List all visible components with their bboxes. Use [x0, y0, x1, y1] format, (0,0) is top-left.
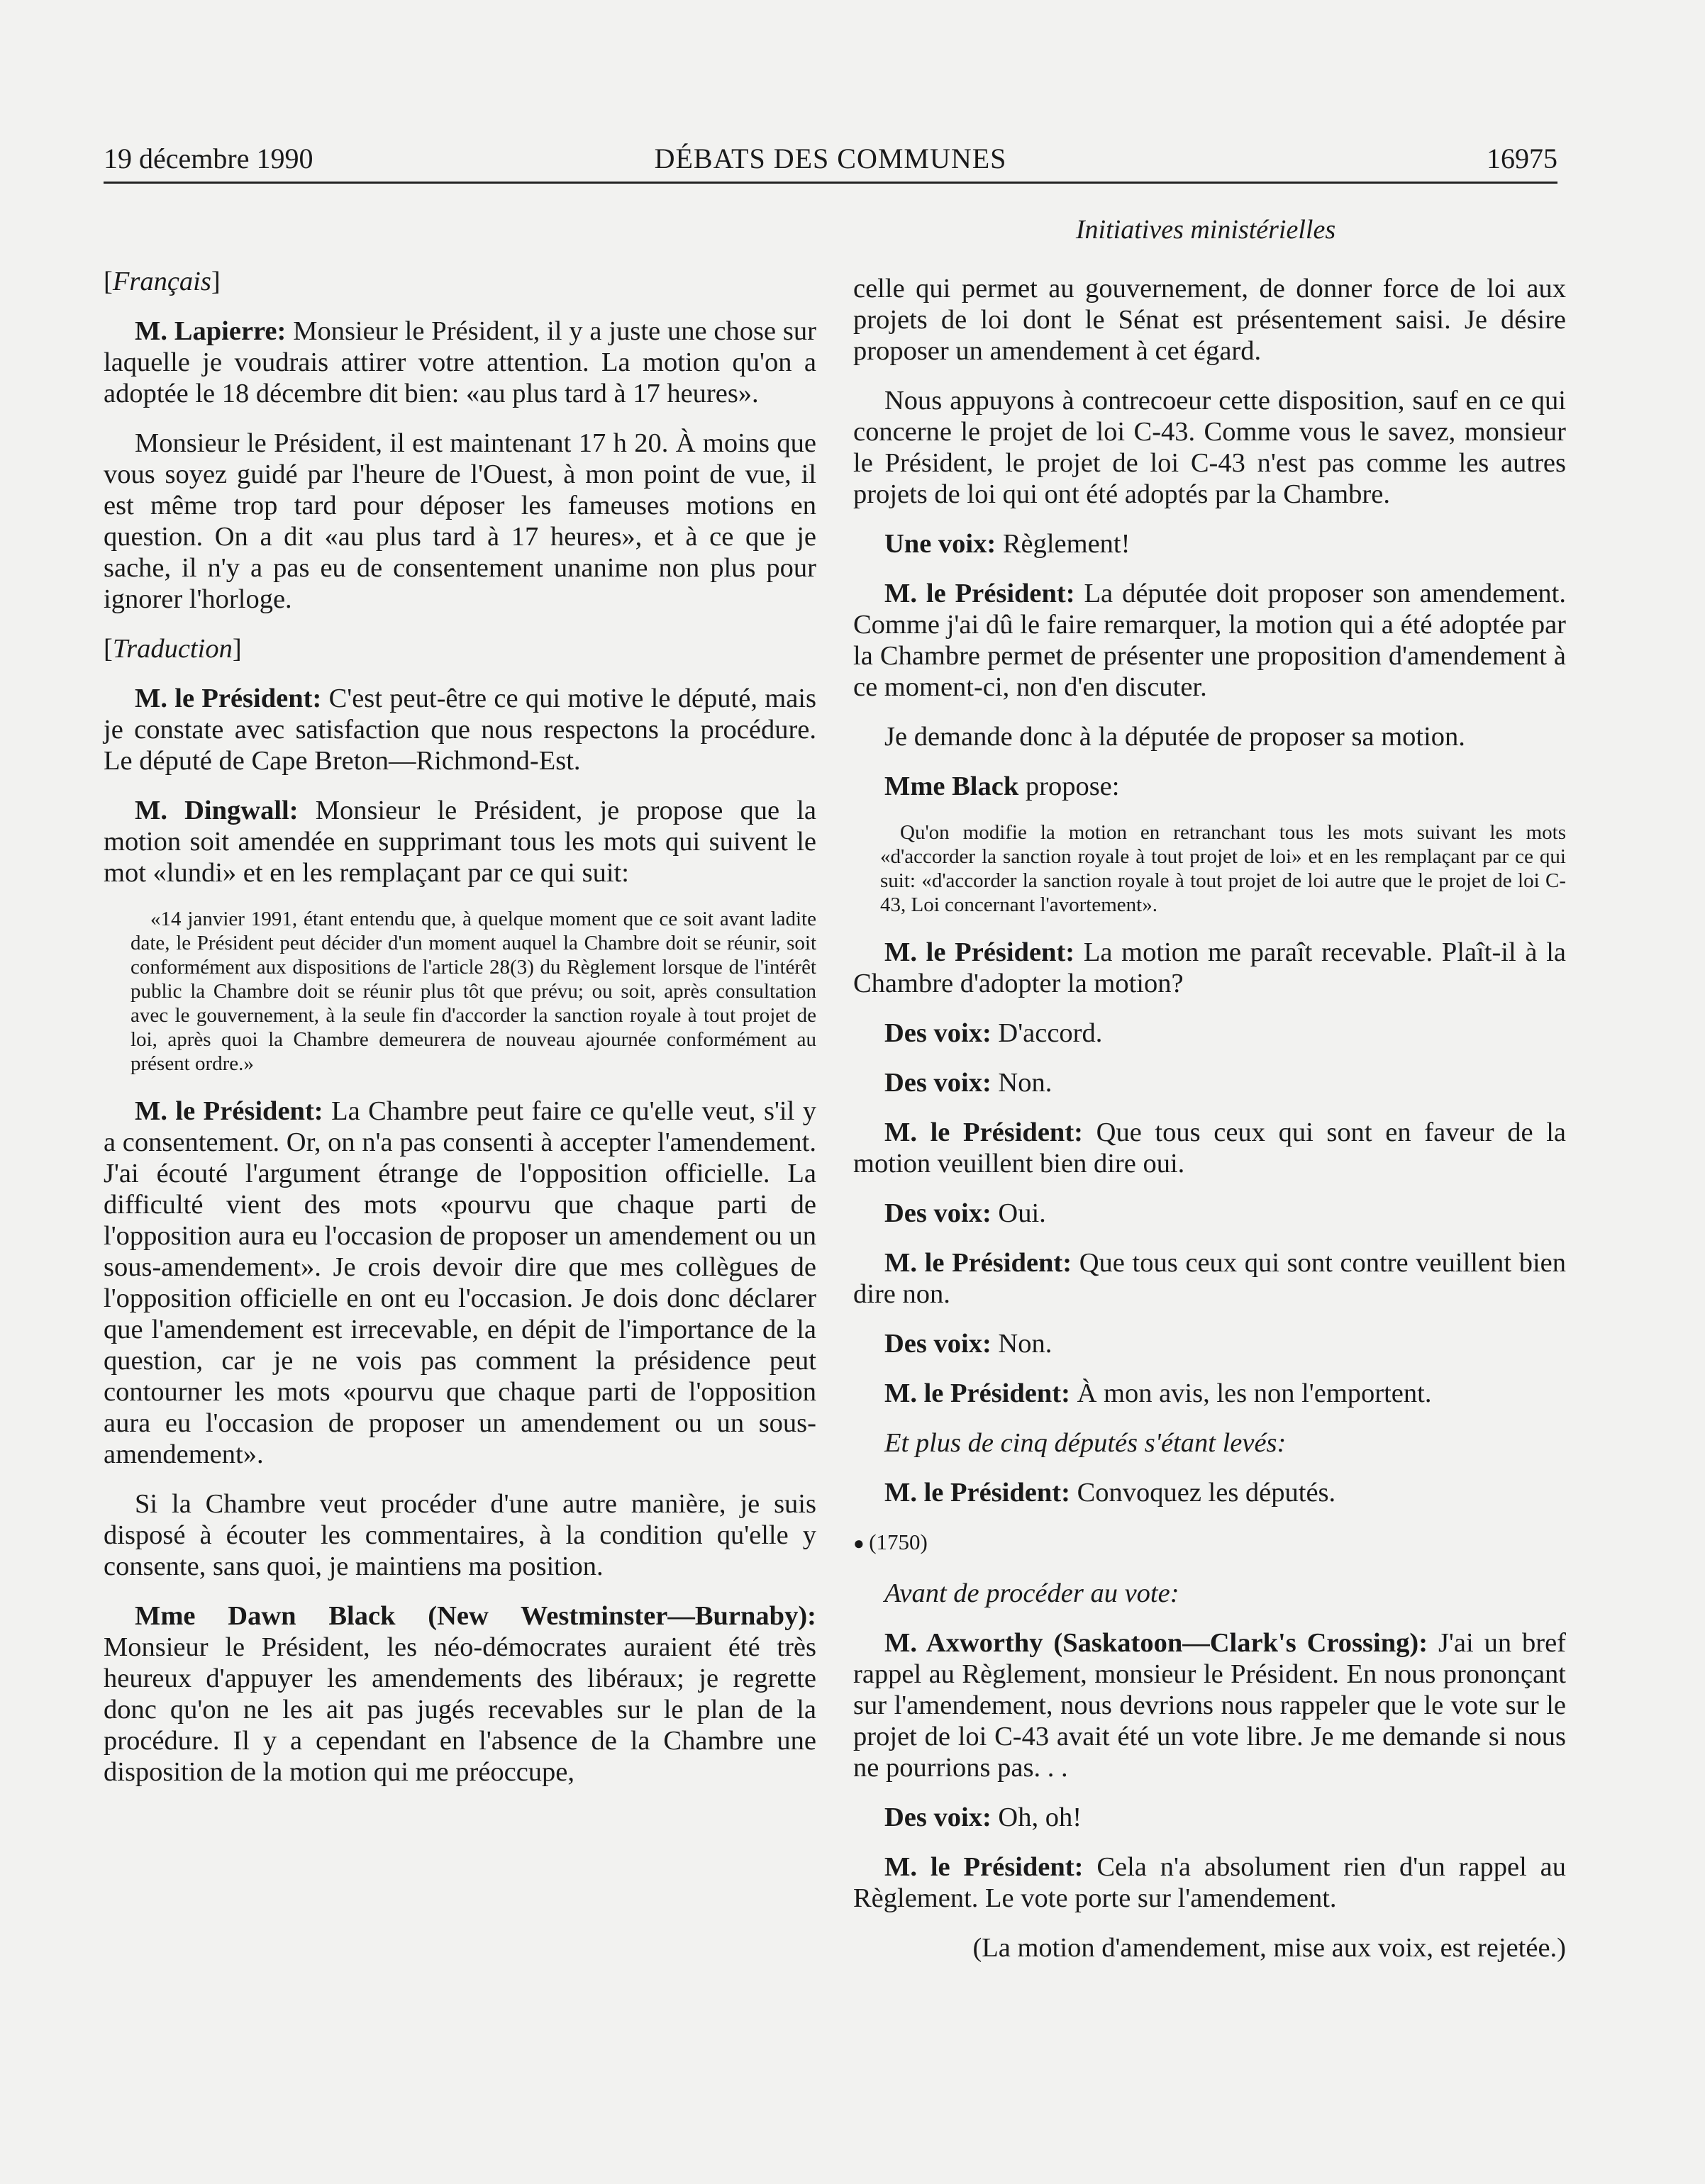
speaker-name: M. Axworthy (Saskatoon—Clark's Crossing):	[884, 1628, 1428, 1658]
speech-paragraph	[853, 1117, 1566, 1179]
speech-paragraph	[104, 683, 816, 776]
speech-paragraph	[104, 1096, 816, 1470]
speech-paragraph	[853, 1247, 1566, 1310]
quoted-motion: «14 janvier 1991, étant entendu que, à quelque moment que ce soit avant ladite date, le Président peut décider d'un moment auquel la Chambre doit se réunir, soit conformément aux dispositions de l'article 28(3) du Règlement lorsque de l'intérêt public la Chambre doit se réunir plus tôt que prévu; ou soit, après consultation avec le gouvernement, à la seule fin d'accorder la sanction royale à tout projet de loi, après quoi la Chambre demeurera de nouveau ajournée conformément au présent ordre.»	[130, 908, 816, 1075]
speaker-name: Des voix:	[884, 1803, 992, 1832]
quoted-motion: Qu'on modifie la motion en retranchant tous les mots suivant les mots «d'accorder la sanction royale à tout projet de loi» et en les remplaçant par ce qui suit: «d'accorder la sanction royale à tout projet de loi autre que le projet de loi C-43, Loi concernant l'avortement».	[880, 821, 1566, 916]
speech-text: Non.	[991, 1329, 1053, 1359]
speech-text: propose:	[1018, 771, 1120, 801]
speaker-name: M. le Président:	[884, 1248, 1072, 1278]
speech-text: Monsieur le Président, je propose que la motion soit amendée en supprimant tous les mots qui suivent le mot «lundi» et en les remplaçant par ce qui suit:	[104, 796, 816, 888]
speech-text: À mon avis, les non l'emportent.	[1070, 1378, 1432, 1408]
time-text: (1750)	[869, 1530, 928, 1554]
speaker-name: M. Dingwall:	[135, 796, 299, 825]
speech-paragraph	[853, 578, 1566, 703]
speaker-name: M. le Président:	[884, 1478, 1070, 1508]
stage-direction: Et plus de cinq députés s'étant levés:	[884, 1428, 1287, 1458]
speech-paragraph	[104, 795, 816, 888]
header-date: 19 décembre 1990	[104, 143, 313, 174]
speech-text: C'est peut-être ce qui motive le député, mais je constate avec satisfaction que nous respectons la procédure. Le député de Cape Breton—Richmond-Est.	[104, 684, 816, 776]
paragraph: Je demande donc à la députée de proposer sa motion.	[884, 722, 1465, 752]
time-marker	[853, 1527, 1566, 1559]
speech-text: Que tous ceux qui sont en faveur de la motion veuillent bien dire oui.	[853, 1118, 1566, 1179]
header-title: DÉBATS DES COMMUNES	[654, 143, 1007, 174]
speech-text: La Chambre peut faire ce qu'elle veut, s'il y a consentement. Or, on n'a pas consenti à accepter l'amendement. J'ai écouté l'argument étrange de l'opposition officielle. La difficulté vient des mots «pourvu que chaque parti de l'opposition aura eu l'occasion de proposer un amendement ou un sous-amendement». Je crois devoir dire que mes collègues de l'opposition officielle en ont eu l'occasion. Je dois donc déclarer que l'amendement est irrecevable, en dépit de l'importance de la question, car je ne vois pas comment la présidence peut contourner les mots «pourvu que chaque parti de l'opposition aura eu l'occasion de proposer un amendement ou un sous-amendement».	[104, 1096, 816, 1469]
paragraph: Nous appuyons à contrecoeur cette disposition, sauf en ce qui concerne le projet de loi C-43. Comme vous le savez, monsieur le Président, le projet de loi C-43 n'est pas comme les autres projets de loi qui ont été adoptés par la Chambre.	[853, 386, 1566, 509]
speech-paragraph	[853, 1378, 1566, 1409]
continued-paragraph: celle qui permet au gouvernement, de donner force de loi aux projets de loi dont le Sénat est présentement saisi. Je désire proposer un amendement à cet égard.	[853, 274, 1566, 366]
speaker-name: M. le Président:	[135, 1096, 323, 1126]
speech-text: Oh, oh!	[991, 1803, 1082, 1832]
speech-paragraph	[853, 937, 1566, 999]
speech-paragraph	[853, 1851, 1566, 1914]
speech-text: D'accord.	[991, 1018, 1103, 1048]
language-tag: [Français]	[104, 267, 221, 296]
paragraph: Monsieur le Président, il est maintenant 17 h 20. À moins que vous soyez guidé par l'heure de l'Ouest, à mon point de vue, il est même trop tard pour déposer les fameuses motions en question. On a dit «au plus tard à 17 heures», et à ce que je sache, il n'y a pas eu de consentement unanime non plus pour ignorer l'horloge.	[104, 428, 816, 614]
speech-text: J'ai un bref rappel au Règlement, monsieur le Président. En nous prononçant sur l'amendement, nous devrions nous rappeler que le vote sur le projet de loi C-43 avait été un vote libre. Je me demande si nous ne pourrions pas. . .	[853, 1628, 1566, 1783]
speech-paragraph	[104, 316, 816, 409]
speaker-name: Des voix:	[884, 1018, 992, 1048]
speaker-name: M. Lapierre:	[135, 316, 287, 346]
speech-paragraph	[853, 1018, 1566, 1049]
speaker-name: Mme Black	[884, 771, 1019, 801]
speaker-name: M. le Président:	[884, 1118, 1083, 1147]
speech-text: Non.	[991, 1068, 1053, 1098]
section-heading: Initiatives ministérielles	[1075, 215, 1336, 245]
speaker-name: Des voix:	[884, 1329, 992, 1359]
speech-text: Monsieur le Président, les néo-démocrates auraient été très heureux d'appuyer les amendements des libéraux; je regrette donc qu'on ne les ait pas jugés recevables sur le plan de la procédure. Il y a cependant en l'absence de la Chambre une disposition de la motion qui me préoccupe,	[104, 1632, 816, 1787]
page-number: 16975	[1487, 143, 1557, 174]
speech-paragraph	[853, 1802, 1566, 1833]
speech-paragraph	[853, 528, 1566, 559]
speaker-name: Des voix:	[884, 1068, 992, 1098]
speech-text: Cela n'a absolument rien d'un rappel au Règlement. Le vote porte sur l'amendement.	[853, 1852, 1566, 1913]
right-column	[853, 273, 1566, 1982]
speech-text: Monsieur le Président, il y a juste une chose sur laquelle je voudrais attirer votre attention. La motion qu'on a adoptée le 18 décembre dit bien: «au plus tard à 17 heures».	[104, 316, 816, 408]
speech-text: Règlement!	[996, 529, 1131, 559]
speaker-name: M. le Président:	[884, 579, 1075, 608]
speaker-name: M. le Président:	[884, 1852, 1084, 1882]
result-note: (La motion d'amendement, mise aux voix, est rejetée.)	[972, 1933, 1566, 1963]
speaker-name: Mme Dawn Black (New Westminster—Burnaby):	[135, 1601, 816, 1631]
speech-paragraph	[853, 1627, 1566, 1783]
speaker-name: M. le Président:	[135, 684, 322, 713]
speech-paragraph	[853, 1198, 1566, 1229]
left-column	[104, 266, 816, 1806]
speech-text: Convoquez les députés.	[1070, 1478, 1336, 1508]
speech-paragraph	[853, 1328, 1566, 1359]
speech-paragraph	[853, 1477, 1566, 1508]
stage-direction: Avant de procéder au vote:	[884, 1578, 1179, 1608]
speech-text: Que tous ceux qui sont contre veuillent bien dire non.	[853, 1248, 1566, 1309]
bullet-icon: ●	[853, 1533, 870, 1554]
paragraph: Si la Chambre veut procéder d'une autre manière, je suis disposé à écouter les commentaires, à la condition qu'elle y consente, sans quoi, je maintiens ma position.	[104, 1489, 816, 1581]
speaker-name: Une voix:	[884, 529, 996, 559]
speech-text: La motion me paraît recevable. Plaît-il à la Chambre d'adopter la motion?	[853, 937, 1566, 998]
speaker-name: M. le Président:	[884, 1378, 1070, 1408]
speech-paragraph	[104, 1600, 816, 1788]
speech-paragraph	[853, 771, 1566, 802]
speaker-name: Des voix:	[884, 1198, 992, 1228]
speaker-name: M. le Président:	[884, 937, 1075, 967]
language-tag: [Traduction]	[104, 634, 242, 664]
page-header	[104, 142, 1557, 184]
speech-text: La députée doit proposer son amendement. Comme j'ai dû le faire remarquer, la motion qui a été adoptée par la Chambre permet de présenter une proposition d'amendement à ce moment-ci, non d'en discuter.	[853, 579, 1566, 702]
speech-paragraph	[853, 1067, 1566, 1098]
speech-text: Oui.	[991, 1198, 1046, 1228]
